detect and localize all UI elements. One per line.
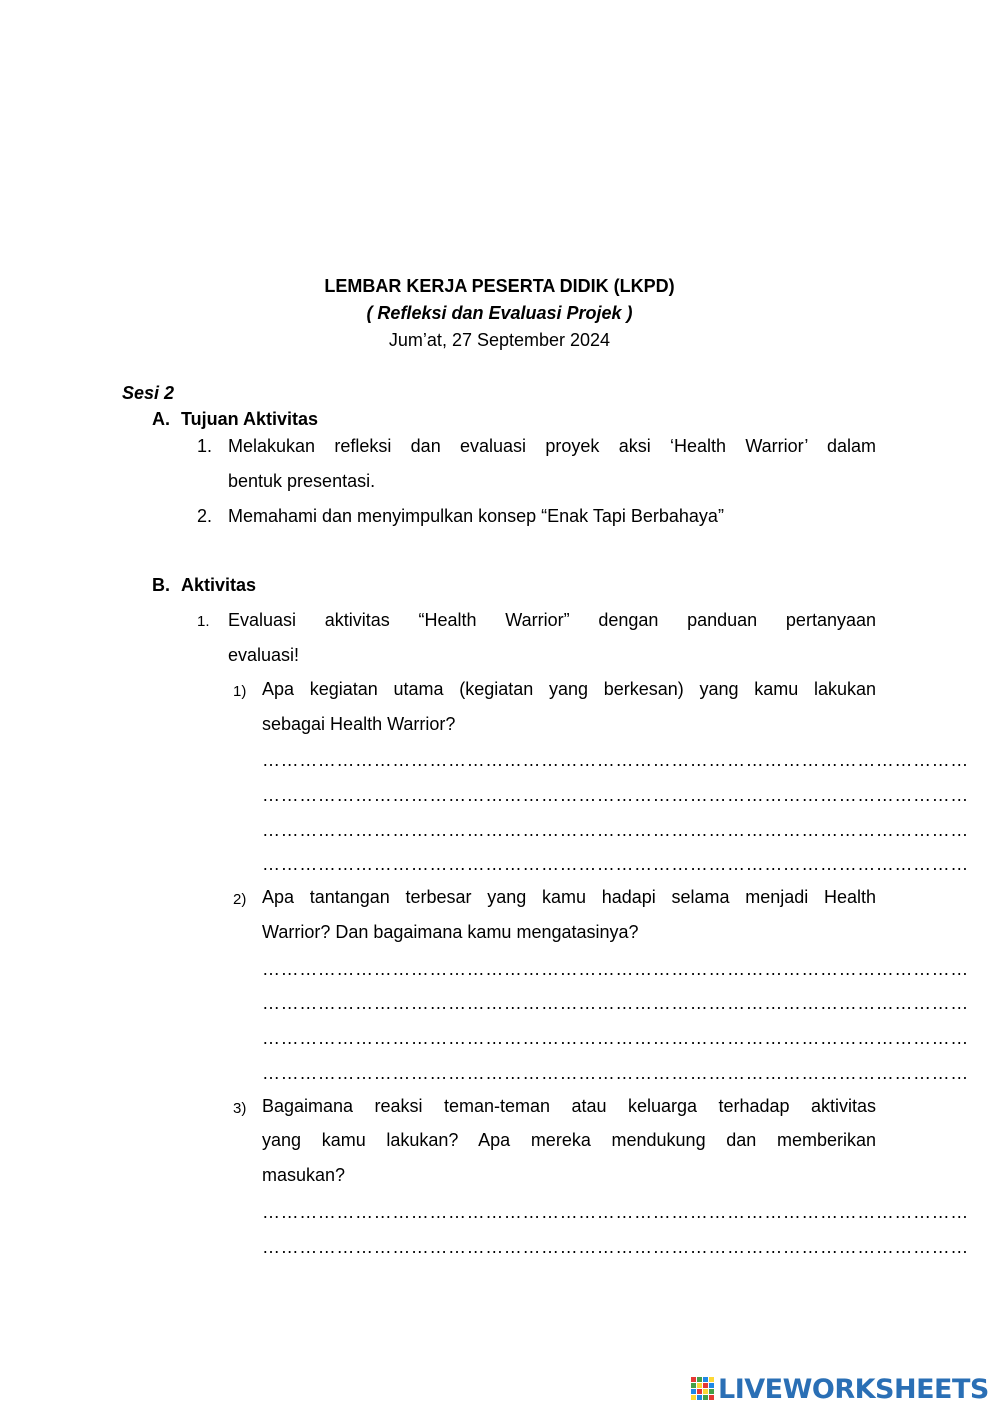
- question-2-line-1: Apa tantangan terbesar yang kamu hadapi selama menjadi Health: [262, 887, 876, 907]
- goal-2-number: 2.: [197, 506, 213, 526]
- section-a-title: Tujuan Aktivitas: [181, 409, 319, 429]
- answer-line[interactable]: ……………………………………………………………………………………………………: [262, 959, 969, 979]
- goal-1-line-1: Melakukan refleksi dan evaluasi proyek aksi ‘Health Warrior’ dalam: [228, 436, 876, 456]
- question-1-line-2: sebagai Health Warrior?: [262, 714, 456, 734]
- section-a-letter: A.: [152, 409, 170, 429]
- question-3-line-2: yang kamu lakukan? Apa mereka mendukung dan memberikan: [262, 1130, 876, 1150]
- goal-1-line-2: bentuk presentasi.: [228, 471, 376, 491]
- answer-line[interactable]: ……………………………………………………………………………………………………: [262, 1202, 969, 1222]
- answer-line[interactable]: ……………………………………………………………………………………………………: [262, 820, 969, 840]
- question-3-line-1: Bagaimana reaksi teman-teman atau keluarga terhadap aktivitas: [262, 1096, 876, 1116]
- answer-line[interactable]: ……………………………………………………………………………………………………: [262, 993, 969, 1013]
- worksheet-subtitle: ( Refleksi dan Evaluasi Projek ): [366, 303, 633, 323]
- question-3-number: 3): [233, 1100, 247, 1117]
- activity-1-line-2: evaluasi!: [228, 645, 300, 665]
- question-1-number: 1): [233, 683, 247, 700]
- answer-line[interactable]: ……………………………………………………………………………………………………: [262, 1237, 969, 1257]
- goal-2-text: Memahami dan menyimpulkan konsep “Enak Tapi Berbahaya”: [228, 506, 724, 526]
- liveworksheets-wordmark: LIVEWORKSHEETS: [718, 1373, 989, 1405]
- question-2-line-2: Warrior? Dan bagaimana kamu mengatasinya?: [262, 922, 639, 942]
- liveworksheets-logo: [691, 1372, 989, 1406]
- answer-line[interactable]: ……………………………………………………………………………………………………: [262, 750, 969, 770]
- question-2-number: 2): [233, 891, 247, 908]
- section-b-letter: B.: [152, 575, 170, 595]
- section-b-title: Aktivitas: [181, 575, 257, 595]
- session-label: Sesi 2: [122, 383, 175, 403]
- answer-line[interactable]: ……………………………………………………………………………………………………: [262, 1063, 969, 1083]
- question-3-line-3: masukan?: [262, 1165, 346, 1185]
- activity-1-line-1: Evaluasi aktivitas “Health Warrior” dengan panduan pertanyaan: [228, 610, 876, 630]
- answer-line[interactable]: ……………………………………………………………………………………………………: [262, 785, 969, 805]
- goal-1-number: 1.: [197, 436, 213, 456]
- worksheet-title: LEMBAR KERJA PESERTA DIDIK (LKPD): [324, 276, 675, 296]
- activity-1-number: 1.: [197, 613, 210, 630]
- question-1-line-1: Apa kegiatan utama (kegiatan yang berkesan) yang kamu lakukan: [262, 679, 876, 699]
- answer-line[interactable]: ……………………………………………………………………………………………………: [262, 854, 969, 874]
- answer-line[interactable]: ……………………………………………………………………………………………………: [262, 1028, 969, 1048]
- liveworksheets-mark-icon: [691, 1377, 715, 1401]
- worksheet-date: Jum’at, 27 September 2024: [388, 330, 611, 350]
